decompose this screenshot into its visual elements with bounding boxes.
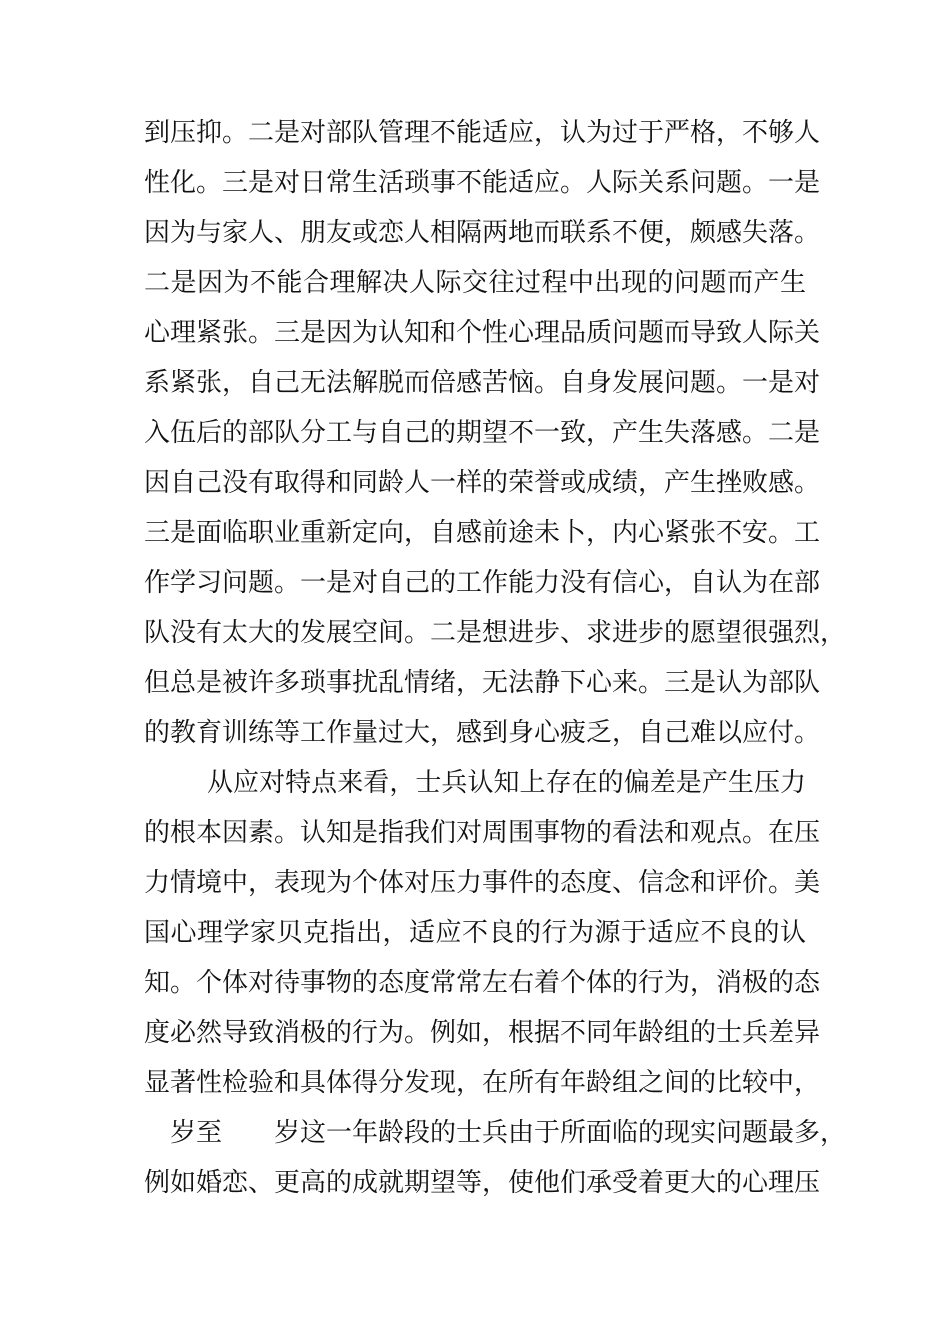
text-line: 队没有太大的发展空间。二是想进步、求进步的愿望很强烈， bbox=[144, 618, 847, 648]
text-line: 因为与家人、朋友或恋人相隔两地而联系不便，颇感失落。 bbox=[144, 218, 821, 248]
paragraph-first-line: 从应对特点来看，士兵认知上存在的偏差是产生压力 bbox=[207, 768, 806, 798]
text-line: 三是面临职业重新定向，自感前途未卜，内心紧张不安。工 bbox=[144, 518, 821, 548]
text-line: 作学习问题。一是对自己的工作能力没有信心，自认为在部 bbox=[144, 568, 821, 598]
text-line: 系紧张，自己无法解脱而倍感苦恼。自身发展问题。一是对 bbox=[144, 368, 821, 398]
text-line: 显著性检验和具体得分发现，在所有年龄组之间的比较中， bbox=[144, 1068, 821, 1098]
text-line: 知。个体对待事物的态度常常左右着个体的行为，消极的态 bbox=[144, 968, 821, 998]
text-line: 度必然导致消极的行为。例如，根据不同年龄组的士兵差异 bbox=[144, 1018, 821, 1048]
text-line: 的根本因素。认知是指我们对周围事物的看法和观点。在压 bbox=[144, 818, 821, 848]
text-line: 例如婚恋、更高的成就期望等，使他们承受着更大的心理压 bbox=[144, 1168, 821, 1198]
text-line: 因自己没有取得和同龄人一样的荣誉或成绩，产生挫败感。 bbox=[144, 468, 821, 498]
text-line: 性化。三是对日常生活琐事不能适应。人际关系问题。一是 bbox=[144, 168, 821, 198]
text-line: 国心理学家贝克指出，适应不良的行为源于适应不良的认 bbox=[144, 918, 806, 948]
text-line: 心理紧张。三是因为认知和个性心理品质问题而导致人际关 bbox=[144, 318, 821, 348]
text-line: 力情境中，表现为个体对压力事件的态度、信念和评价。美 bbox=[144, 868, 821, 898]
text-line: 二是因为不能合理解决人际交往过程中出现的问题而产生 bbox=[144, 268, 806, 298]
text-line: 到压抑。二是对部队管理不能适应，认为过于严格，不够人 bbox=[144, 118, 821, 148]
text-line: 入伍后的部队分工与自己的期望不一致，产生失落感。二是 bbox=[144, 418, 821, 448]
text-line: 的教育训练等工作量过大，感到身心疲乏，自己难以应付。 bbox=[144, 718, 821, 748]
text-line: 但总是被许多琐事扰乱情绪，无法静下心来。三是认为部队 bbox=[144, 668, 821, 698]
text-line: 岁至 岁这一年龄段的士兵由于所面临的现实问题最多， bbox=[144, 1118, 847, 1148]
